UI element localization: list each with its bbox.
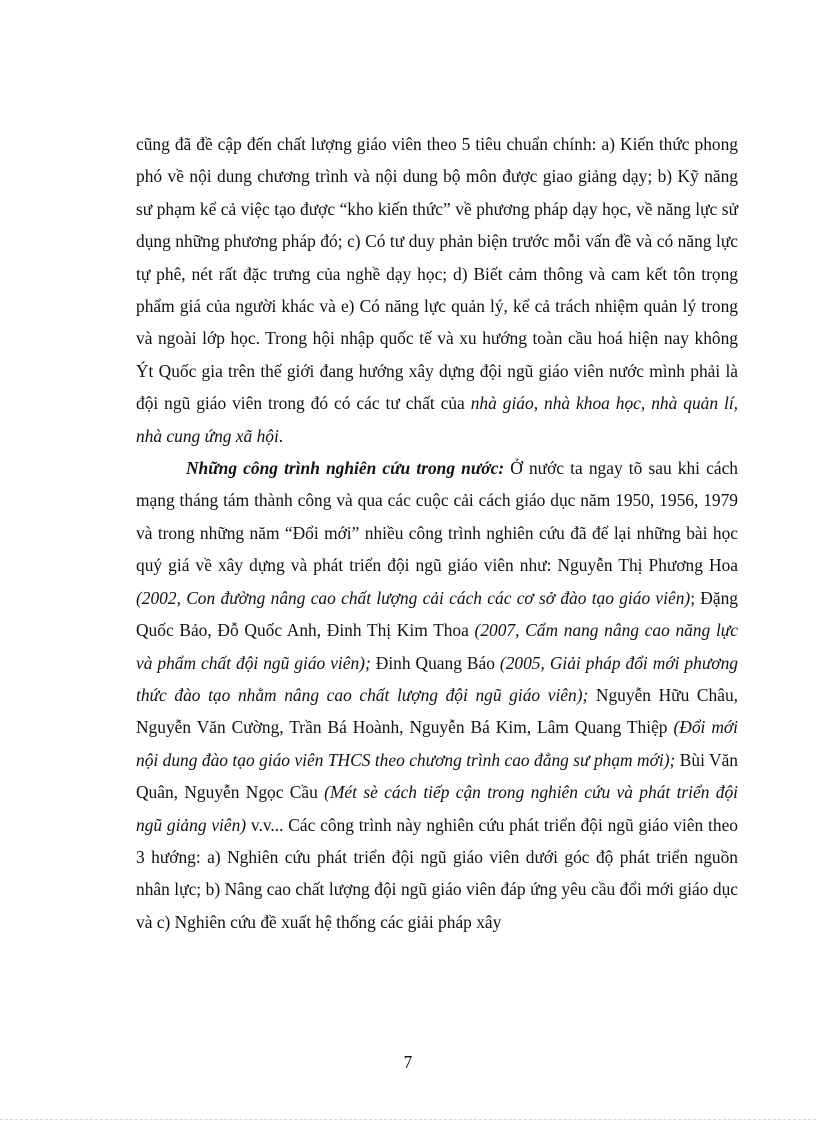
paragraph-2-text-2: ; Đặng Quốc Bảo, Đỗ Quốc Anh, Đinh Thị Kim Thoa (136, 587, 738, 641)
paragraph-2 (136, 452, 738, 938)
paragraph-2-text-3: Đinh Quang Báo (370, 652, 500, 673)
paragraph-2-text-5: Bùi Văn Quân, Nguyễn Ngọc Cầu (136, 749, 739, 803)
paragraph-1-end: . (278, 425, 284, 446)
paragraph-1-text: cũng đã đề cập đến chất lượng giáo viên theo 5 tiêu chuẩn chính: a) Kiến thức phong phó về nội dung chương trình và nội dung bộ môn được giao giảng dạy; b) Kỹ năng sư phạm kể cả việc tạo được “kho kiến thức” về phương pháp dạy học, về năng lực sử dụng những phương pháp đó; c) Có tư duy phản biện trước mỗi vấn đề và có năng lực tự phê, nét rất đặc trưng của nghề dạy học; d) Biết cảm thông và cam kết tôn trọng phẩm giá của người khác và e) Có năng lực quản lý, kể cả trách nhiệm quản lý trong và ngoài lớp học. Trong hội nhập quốc tế và xu hướng toàn cầu hoá hiện nay không Ýt Quốc gia trên thế giới đang hướng xây dựng đội ngũ giáo viên nước mình phải là đội ngũ giáo viên trong đó có các tư chất của (136, 134, 738, 414)
citation-4: (Đổi mới nội dung đào tạo giáo viên THCS theo chương trình cao đẳng sư phạm mới); (136, 717, 738, 770)
paragraph-1-italic: nhà giáo, nhà khoa học, nhà quản lí, nhà cung ứng xã hội (136, 393, 738, 446)
paragraph-1 (136, 128, 738, 452)
page-number: 7 (403, 1052, 413, 1072)
paragraph-2-text-6: v.v... Các công trình này nghiên cứu phát triển đội ngũ giáo viên theo 3 hướng: a) Nghiên cứu phát triển đội ngũ giáo viên dưới góc độ phát triển nguồn nhân lực; b) Nâng cao chất lượng đội ngũ giáo viên đáp ứng yêu cầu đổi mới giáo dục và c) Nghiên cứu đề xuất hệ thống các giải pháp xây (136, 814, 738, 932)
body-text (136, 128, 738, 938)
citation-5: (Mét sè cách tiếp cận trong nghiên cứu và phát triển đội ngũ giảng viên) (136, 782, 738, 835)
citation-2: (2007, Cẩm nang nâng cao năng lực và phẩm chất đội ngũ giáo viên); (136, 620, 738, 673)
citation-1: (2002, Con đường nâng cao chất lượng cải cách các cơ sở đào tạo giáo viên) (136, 587, 691, 608)
paragraph-2-text-1: Ở nước ta ngay tõ sau khi cách mạng tháng tám thành công và qua các cuộc cải cách giáo dục năm 1950, 1956, 1979 và trong những năm “Đổi mới” nhiều công trình nghiên cứu đã để lại những bài học quý giá về xây dựng và phát triển đội ngũ giáo viên như: Nguyễn Thị Phương Hoa (136, 458, 738, 576)
page-bottom-rule (0, 1119, 816, 1120)
section-heading: Những công trình nghiên cứu trong nước: (186, 458, 505, 479)
citation-3: (2005, Giải pháp đổi mới phương thức đào tạo nhằm nâng cao chất lượng đội ngũ giáo viên); (136, 652, 738, 705)
paragraph-2-text-4: Nguyễn Hữu Châu, Nguyễn Văn Cường, Trần Bá Hoành, Nguyễn Bá Kim, Lâm Quang Thiệp (136, 684, 738, 738)
